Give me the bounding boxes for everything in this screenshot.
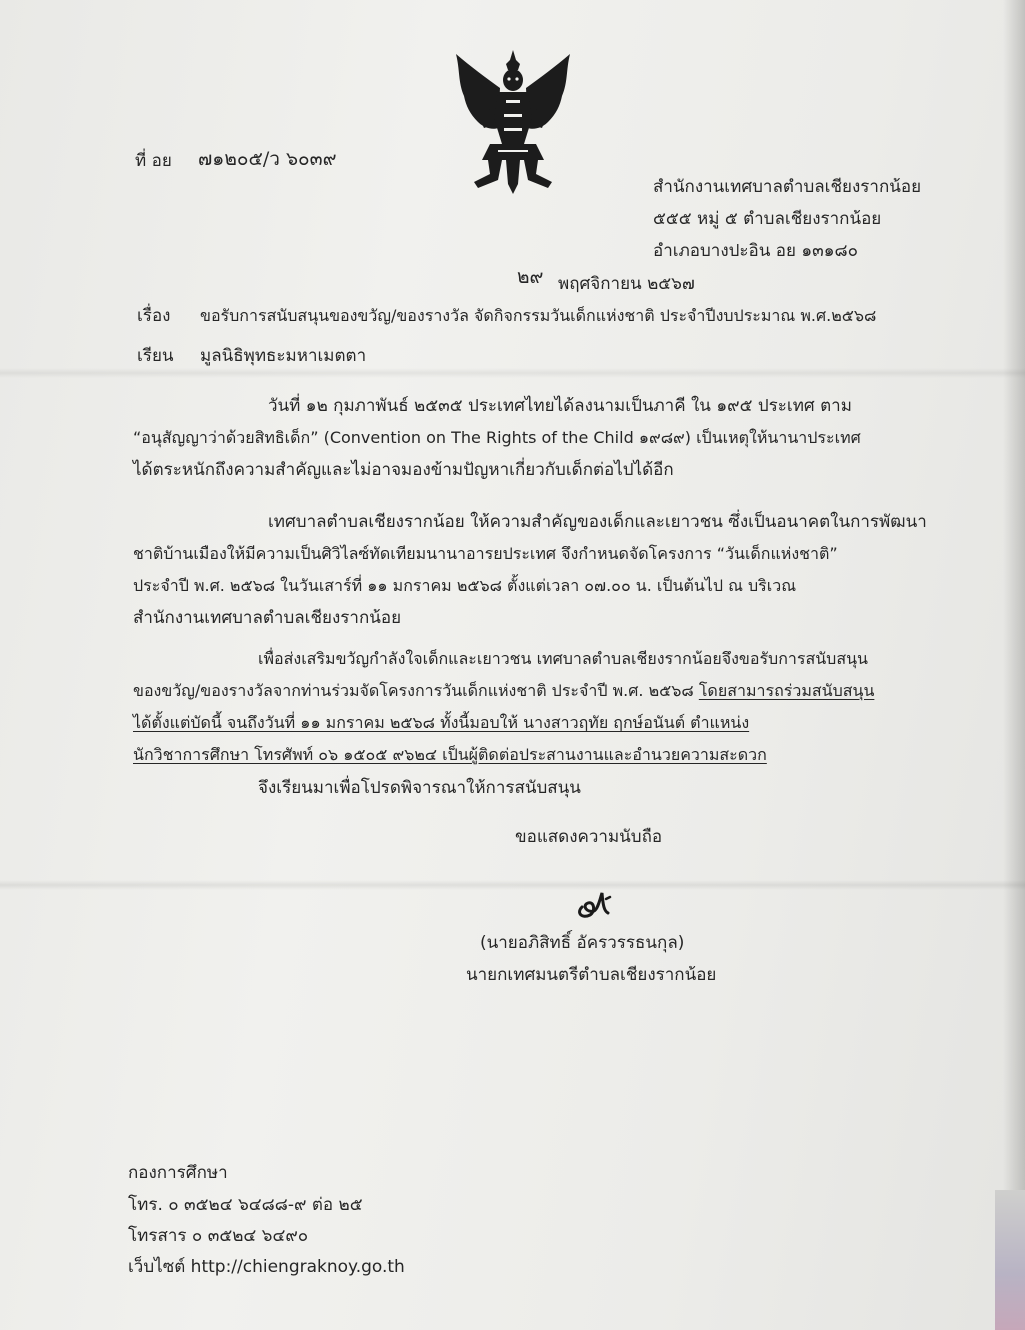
sender-district: อำเภอบางปะอิน อย ๑๓๑๘๐ [653, 241, 859, 261]
reference-label: ที่ อย [135, 151, 172, 171]
date-day: ๒๙ [517, 266, 544, 288]
para2-line: ชาติบ้านเมืองให้มีความเป็นศิวิไลซ์ทัดเทียมนานาอารยประเทศ จึงกำหนดจัดโครงการ “วันเด็กแห่งชาติ” [133, 544, 838, 563]
garuda-emblem-icon [448, 48, 578, 202]
reference-number: ๗๑๒๐๕/ว ๖๐๓๙ [198, 148, 337, 170]
footer-website: เว็บไซต์ http://chiengraknoy.go.th [128, 1257, 405, 1277]
signature-mark [568, 883, 628, 927]
paper-fold [0, 368, 1025, 378]
paper-edge-shadow [1003, 0, 1025, 1330]
regards-text: ขอแสดงความนับถือ [515, 827, 663, 847]
subject-text: ขอรับการสนับสนุนของขวัญ/ของรางวัล จัดกิจกรรมวันเด็กแห่งชาติ ประจำปีงบประมาณ พ.ศ.๒๕๖๘ [200, 306, 877, 325]
closing-text: จึงเรียนมาเพื่อโปรดพิจารณาให้การสนับสนุน [258, 778, 581, 798]
para2-line: สำนักงานเทศบาลตำบลเชียงรากน้อย [133, 608, 402, 628]
para3-line: เพื่อส่งเสริมขวัญกำลังใจเด็กและเยาวชน เทศบาลตำบลเชียงรากน้อยจึงขอรับการสนับสนุน [258, 649, 868, 668]
para3-underlined: โดยสามารถร่วมสนับสนุน [698, 681, 875, 700]
signer-name: (นายอภิสิทธิ์ อัครวรรธนกุล) [480, 933, 685, 953]
para2-line: เทศบาลตำบลเชียงรากน้อย ให้ความสำคัญของเด็กและเยาวชน ซึ่งเป็นอนาคตในการพัฒนา [268, 512, 927, 532]
para3-underlined-line: นักวิชาการศึกษา โทรศัพท์ ๐๖ ๑๕๐๕ ๙๖๒๔ เป็นผู้ติดต่อประสานงานและอำนวยความสะดวก [133, 745, 767, 764]
recipient-label: เรียน [137, 346, 174, 366]
background-edge [995, 1190, 1025, 1330]
para3-line [133, 680, 874, 702]
footer-fax: โทรสาร ๐ ๓๕๒๔ ๖๔๙๐ [128, 1226, 309, 1246]
para1-line: วันที่ ๑๒ กุมภาพันธ์ ๒๕๓๕ ประเทศไทยได้ลงนามเป็นภาคี ใน ๑๙๕ ประเทศ ตาม [268, 396, 852, 416]
sender-address: ๕๕๕ หมู่ ๕ ตำบลเชียงรากน้อย [653, 209, 882, 229]
paper-fold [0, 880, 1025, 890]
date-month-year: พฤศจิกายน ๒๕๖๗ [558, 274, 695, 294]
signer-position: นายกเทศมนตรีตำบลเชียงรากน้อย [466, 965, 717, 985]
sender-office: สำนักงานเทศบาลตำบลเชียงรากน้อย [653, 177, 922, 197]
subject-label: เรื่อง [137, 306, 171, 326]
para2-line: ประจำปี พ.ศ. ๒๕๖๘ ในวันเสาร์ที่ ๑๑ มกราคม ๒๕๖๘ ตั้งแต่เวลา ๐๗.๐๐ น. เป็นต้นไป ณ บริเวณ [133, 576, 797, 595]
para3-underlined-line: ได้ตั้งแต่บัดนี้ จนถึงวันที่ ๑๑ มกราคม ๒๕๖๘ ทั้งนี้มอบให้ นางสาวฤทัย ฤกษ์อนันต์ ตำแหน่ง [133, 713, 750, 732]
para3-text: ของขวัญ/ของรางวัลจากท่านร่วมจัดโครงการวันเด็กแห่งชาติ ประจำปี พ.ศ. ๒๕๖๘ [133, 681, 699, 700]
recipient-name: มูลนิธิพุทธะมหาเมตตา [200, 346, 367, 366]
footer-telephone: โทร. ๐ ๓๕๒๔ ๖๔๘๘-๙ ต่อ ๒๕ [128, 1195, 363, 1215]
para1-line: ได้ตระหนักถึงความสำคัญและไม่อาจมองข้ามปัญหาเกี่ยวกับเด็กต่อไปได้อีก [133, 460, 674, 480]
footer-department: กองการศึกษา [128, 1163, 228, 1183]
para1-line: “อนุสัญญาว่าด้วยสิทธิเด็ก” (Convention on The Rights of the Child ๑๙๘๙) เป็นเหตุให้นานาประเทศ [133, 428, 861, 447]
